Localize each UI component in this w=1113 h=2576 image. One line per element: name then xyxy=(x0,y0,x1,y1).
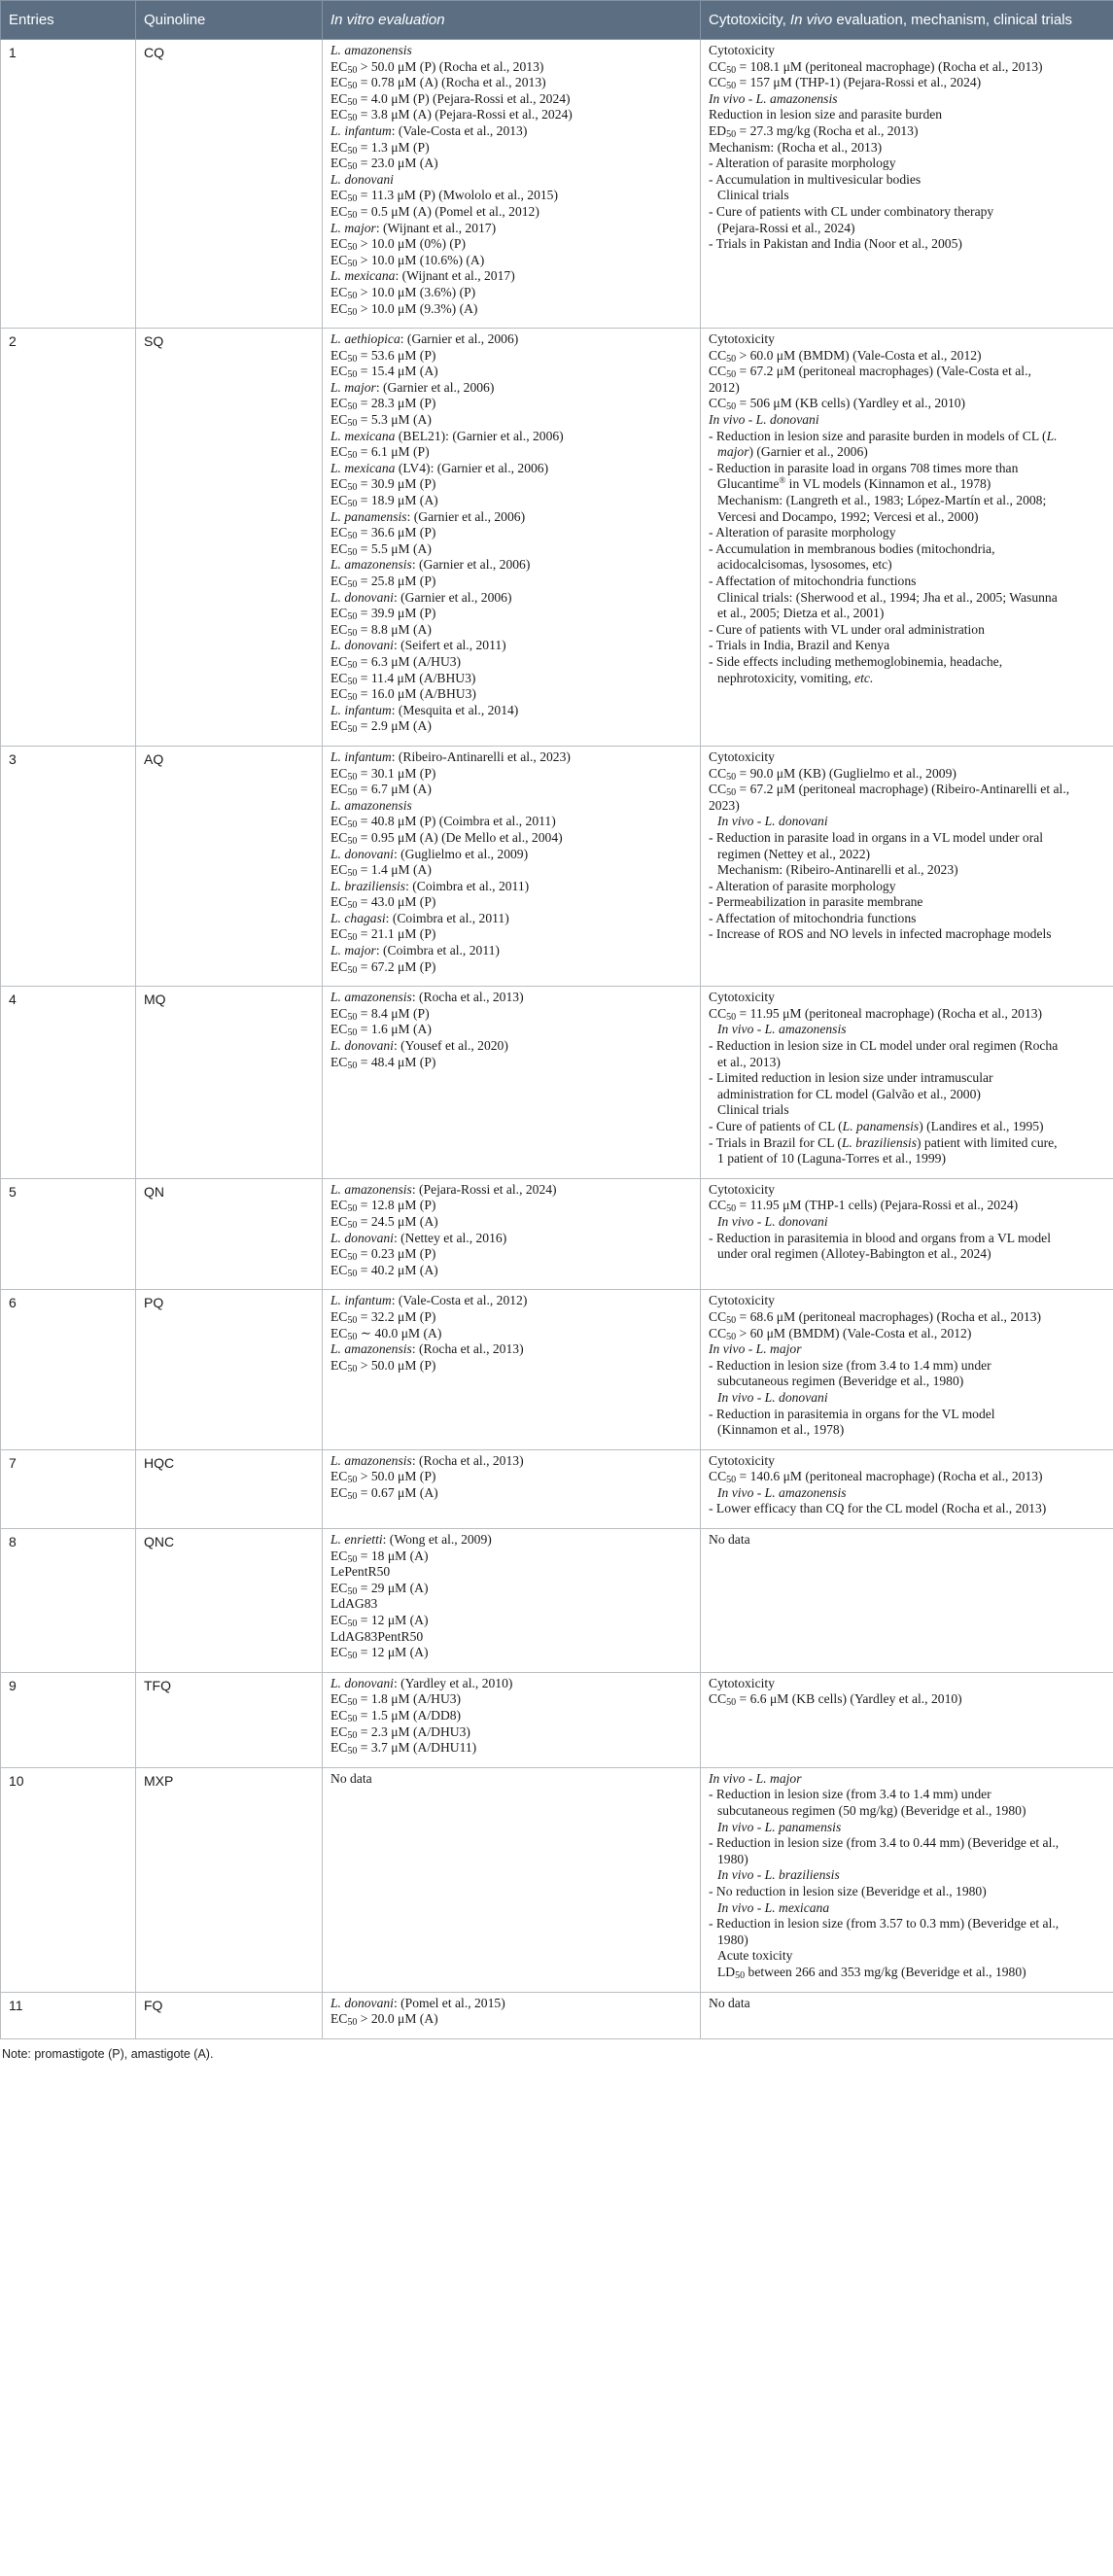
cell-line: Cytotoxicity xyxy=(709,331,775,347)
cell-line: $EC_{50} = 67.2$ μM (P) xyxy=(330,958,436,976)
quinoline-cell: QN xyxy=(136,1178,323,1290)
entry-cell: 5 xyxy=(1,1178,136,1290)
cell-line: $EC_{50} > 50.0$ μM (P) (Rocha et al., 2013) xyxy=(330,58,544,76)
header-cytotoxicity: Cytotoxicity, In vivo evaluation, mechanism, clinical trials xyxy=(701,1,1113,40)
cytotoxicity-cell xyxy=(701,1672,1113,1767)
cell-line: - Alteration of parasite morphology xyxy=(709,878,896,893)
table-row xyxy=(1,1529,1113,1673)
cell-line: In vivo - L. amazonensis xyxy=(709,90,838,106)
cell-line: - Trials in Brazil for CL (L. braziliensis) patient with limited cure, xyxy=(709,1134,1058,1150)
cell-line: regimen (Nettey et al., 2022) xyxy=(717,846,871,861)
cell-line: $EC_{50} = 16.0$ μM (A/BHU3) xyxy=(330,686,476,704)
cell-line: $EC_{50} = 1.3$ μM (P) xyxy=(330,139,430,157)
cell-line: - Cure of patients of CL (L. panamensis) (Landires et al., 1995) xyxy=(709,1119,1044,1133)
cell-line: (Pejara-Rossi et al., 2024) xyxy=(717,220,855,235)
cell-line: $EC_{50} = 23.0$ μM (A) xyxy=(330,156,438,173)
cell-line: L. donovani: (Guglielmo et al., 2009) xyxy=(330,846,529,861)
cytotoxicity-cell xyxy=(701,1767,1113,1992)
cell-line: Cytotoxicity xyxy=(709,1293,775,1308)
cell-line: subcutaneous regimen (Beveridge et al., 1980) xyxy=(717,1374,964,1389)
cell-line: No data xyxy=(709,1532,750,1548)
cell-line: $EC_{50} = 30.9$ μM (P) xyxy=(330,476,436,494)
table-row xyxy=(1,40,1113,329)
quinoline-cell: CQ xyxy=(136,40,323,329)
cell-line: L. major: (Wijnant et al., 2017) xyxy=(330,220,497,235)
table-row xyxy=(1,746,1113,986)
cell-line: $EC_{50} = 18$ μM (A) xyxy=(330,1548,429,1565)
cell-line: Clinical trials xyxy=(717,1102,789,1118)
cell-line: $EC_{50} = 43.0$ μM (P) xyxy=(330,894,436,912)
header-quinoline: Quinoline xyxy=(136,1,323,40)
cell-line: $EC_{50} = 11.3$ μM (P) (Mwololo et al., 2015) xyxy=(330,188,559,205)
table-row xyxy=(1,1449,1113,1528)
cell-line: et al., 2013) xyxy=(717,1054,781,1069)
cell-line: No data xyxy=(709,1995,750,2010)
cell-line: L. amazonensis xyxy=(330,43,412,57)
cell-line: $CC_{50} = 140.6$ μM (peritoneal macrophage) (Rocha et al., 2013) xyxy=(709,1469,1043,1486)
cell-line: under oral regimen (Allotey-Babington et al., 2024) xyxy=(717,1246,991,1262)
quinoline-cell: TFQ xyxy=(136,1672,323,1767)
cell-line: subcutaneous regimen (50 mg/kg) (Beveridge et al., 1980) xyxy=(717,1802,1026,1818)
cytotoxicity-cell xyxy=(701,987,1113,1179)
cell-line: Cytotoxicity xyxy=(709,1452,775,1468)
cell-line: L. infantum: (Vale-Costa et al., 2012) xyxy=(330,1293,528,1308)
cell-line: In vivo - L. major xyxy=(709,1341,802,1357)
cell-line: LdAG83 xyxy=(330,1596,378,1612)
cell-line: $EC_{50} = 40.2$ μM (A) xyxy=(330,1262,438,1279)
cell-line: L. donovani: (Seifert et al., 2011) xyxy=(330,638,506,653)
table-body xyxy=(1,40,1113,2039)
cell-line: - Reduction in lesion size in CL model under oral regimen (Rocha xyxy=(709,1038,1059,1054)
cell-line: L. infantum: (Mesquita et al., 2014) xyxy=(330,702,519,717)
cell-line: $EC_{50} = 5.3$ μM (A) xyxy=(330,412,432,430)
cell-line: $EC_{50} = 53.6$ μM (P) xyxy=(330,347,436,365)
cell-line: - Reduction in lesion size (from 3.4 to 1.4 mm) under xyxy=(709,1787,991,1802)
cell-line: 2023) xyxy=(709,797,740,813)
cell-line: In vivo - L. amazonensis xyxy=(717,1484,847,1500)
in-vitro-cell xyxy=(323,1529,701,1673)
cell-line: - Affectation of mitochondria functions xyxy=(709,910,917,925)
cell-line: L. amazonensis: (Rocha et al., 2013) xyxy=(330,1341,524,1357)
cell-line: L. amazonensis: (Garnier et al., 2006) xyxy=(330,557,531,573)
cell-line: - Reduction in parasite load in organs 708 times more than xyxy=(709,460,1019,475)
entry-cell: 2 xyxy=(1,329,136,747)
cell-line: L. amazonensis: (Rocha et al., 2013) xyxy=(330,1452,524,1468)
cell-line: - Trials in Pakistan and India (Noor et al., 2005) xyxy=(709,236,962,252)
cell-line: $EC_{50} = 0.23$ μM (P) xyxy=(330,1246,436,1264)
cell-line: L. infantum: (Vale-Costa et al., 2013) xyxy=(330,122,528,138)
cell-line: L. donovani: (Garnier et al., 2006) xyxy=(330,589,512,605)
cell-line: $EC_{50} = 5.5$ μM (A) xyxy=(330,540,432,558)
cell-line: In vivo - L. donovani xyxy=(717,1389,828,1405)
cell-line: $EC_{50} = 0.5$ μM (A) (Pomel et al., 2012) xyxy=(330,203,539,221)
cell-line: L. amazonensis: (Rocha et al., 2013) xyxy=(330,990,524,1005)
cell-line: Cytotoxicity xyxy=(709,1675,775,1690)
cell-line: $LD_{50}$ between 266 and 353 mg/kg (Beveridge et al., 1980) xyxy=(717,1964,1026,1981)
cell-line: L. infantum: (Ribeiro-Antinarelli et al., 2023) xyxy=(330,748,571,764)
cell-line: major) (Garnier et al., 2006) xyxy=(717,444,868,460)
cell-line: L. major: (Garnier et al., 2006) xyxy=(330,379,495,395)
cytotoxicity-cell xyxy=(701,1529,1113,1673)
cell-line: et al., 2005; Dietza et al., 2001) xyxy=(717,606,885,621)
cell-line: $EC_{50} = 18.9$ μM (A) xyxy=(330,493,438,510)
cell-line: $CC_{50} = 67.2$ μM (peritoneal macrophages) (Vale-Costa et al., xyxy=(709,364,1031,381)
cell-line: $CC_{50} = 108.1$ μM (peritoneal macrophage) (Rocha et al., 2013) xyxy=(709,58,1043,76)
entry-cell: 11 xyxy=(1,1992,136,2038)
cell-line: Cytotoxicity xyxy=(709,1181,775,1197)
cell-line: 1 patient of 10 (Laguna-Torres et al., 1999) xyxy=(717,1151,946,1166)
cell-line: $EC_{50} > 10.0$ μM (10.6%) (A) xyxy=(330,252,485,269)
cell-line: In vivo - L. amazonensis xyxy=(717,1022,847,1037)
cell-line: - Limited reduction in lesion size under intramuscular xyxy=(709,1070,993,1086)
cell-line: L. panamensis: (Garnier et al., 2006) xyxy=(330,508,526,524)
cell-line: - Alteration of parasite morphology xyxy=(709,525,896,540)
in-vitro-cell xyxy=(323,329,701,747)
cell-line: L. major: (Coimbra et al., 2011) xyxy=(330,943,500,958)
cell-line: - Reduction in lesion size (from 3.4 to 1.4 mm) under xyxy=(709,1357,991,1373)
table-row xyxy=(1,1992,1113,2038)
cell-line: $EC_{50} = 0.95$ μM (A) (De Mello et al., 2004) xyxy=(330,829,563,847)
table-row xyxy=(1,329,1113,747)
cell-line: - Reduction in lesion size and parasite burden in models of CL (L. xyxy=(709,428,1058,443)
cell-line: (Kinnamon et al., 1978) xyxy=(717,1422,845,1438)
cell-line: $CC_{50} = 11.95$ μM (THP-1 cells) (Pejara-Rossi et al., 2024) xyxy=(709,1198,1019,1215)
cell-line: acidocalcisomas, lysosomes, etc) xyxy=(717,557,892,573)
cell-line: - Side effects including methemoglobinemia, headache, xyxy=(709,653,1003,669)
table-row xyxy=(1,987,1113,1179)
cell-line: - Reduction in parasite load in organs in a VL model under oral xyxy=(709,829,1044,845)
table-row xyxy=(1,1672,1113,1767)
cell-line: $EC_{50} = 2.3$ μM (A/DHU3) xyxy=(330,1723,470,1741)
cell-line: $EC_{50} > 50.0$ μM (P) xyxy=(330,1469,436,1486)
cell-line: L. donovani: (Yardley et al., 2010) xyxy=(330,1675,513,1690)
quinoline-cell: MXP xyxy=(136,1767,323,1992)
cell-line: $EC_{50} = 8.8$ μM (A) xyxy=(330,621,432,639)
cell-line: - Alteration of parasite morphology xyxy=(709,156,896,171)
cell-line: $EC_{50} = 12$ μM (A) xyxy=(330,1645,429,1662)
in-vitro-cell xyxy=(323,40,701,329)
cell-line: $EC_{50} = 6.3$ μM (A/HU3) xyxy=(330,653,462,671)
in-vitro-cell xyxy=(323,1449,701,1528)
cell-line: - Affectation of mitochondria functions xyxy=(709,574,917,588)
cell-line: $EC_{50} = 40.8$ μM (P) (Coimbra et al., 2011) xyxy=(330,814,556,831)
cell-line: Mechanism: (Rocha et al., 2013) xyxy=(709,139,883,155)
cell-line: $CC_{50} = 6.6$ μM (KB cells) (Yardley et al., 2010) xyxy=(709,1691,962,1709)
cell-line: L. amazonensis: (Pejara-Rossi et al., 2024) xyxy=(330,1181,557,1197)
quinoline-cell: AQ xyxy=(136,746,323,986)
quinoline-cell: PQ xyxy=(136,1290,323,1449)
cell-line: L. braziliensis: (Coimbra et al., 2011) xyxy=(330,878,530,893)
entry-cell: 1 xyxy=(1,40,136,329)
cell-line: L. amazonensis xyxy=(330,797,412,813)
cell-line: $EC_{50} = 1.6$ μM (A) xyxy=(330,1022,432,1039)
cytotoxicity-cell xyxy=(701,40,1113,329)
cell-line: In vivo - L. donovani xyxy=(717,1213,828,1229)
in-vitro-cell xyxy=(323,1672,701,1767)
in-vitro-cell xyxy=(323,1290,701,1449)
cell-line: In vivo - L. donovani xyxy=(717,814,828,829)
cell-line: 1980) xyxy=(717,1851,748,1866)
cytotoxicity-cell xyxy=(701,329,1113,747)
cell-line: $EC_{50} > 20.0$ μM (A) xyxy=(330,2011,438,2029)
cell-line: 2012) xyxy=(709,379,740,395)
cytotoxicity-cell xyxy=(701,1992,1113,2038)
quinoline-cell: FQ xyxy=(136,1992,323,2038)
cytotoxicity-cell xyxy=(701,746,1113,986)
entry-cell: 9 xyxy=(1,1672,136,1767)
cell-line: nephrotoxicity, vomiting, etc. xyxy=(717,670,874,685)
cell-line: L. mexicana: (Wijnant et al., 2017) xyxy=(330,268,515,284)
table-row xyxy=(1,1178,1113,1290)
cell-line: $EC_{50} = 36.6$ μM (P) xyxy=(330,525,436,542)
cell-line: LePentR50 xyxy=(330,1564,391,1580)
cell-line: Vercesi and Docampo, 1992; Vercesi et al., 2000) xyxy=(717,508,979,524)
cell-line: In vivo - L. mexicana xyxy=(717,1899,830,1915)
cell-line: $EC_{50} = 15.4$ μM (A) xyxy=(330,364,438,381)
in-vitro-cell xyxy=(323,1767,701,1992)
cell-line: - Reduction in parasitemia in blood and organs from a VL model xyxy=(709,1230,1051,1245)
cell-line: L. donovani: (Nettey et al., 2016) xyxy=(330,1230,507,1245)
quinoline-cell: HQC xyxy=(136,1449,323,1528)
cell-line: $EC_{50} = 3.8$ μM (A) (Pejara-Rossi et al., 2024) xyxy=(330,107,573,124)
cell-line: $EC_{50} > 10.0$ μM (0%) (P) xyxy=(330,236,466,254)
cell-line: $CC_{50} = 68.6$ μM (peritoneal macrophages) (Rocha et al., 2013) xyxy=(709,1308,1042,1326)
cell-line: $EC_{50} = 12.8$ μM (P) xyxy=(330,1198,436,1215)
cell-line: Cytotoxicity xyxy=(709,748,775,764)
table-row xyxy=(1,1290,1113,1449)
cell-line: L. chagasi: (Coimbra et al., 2011) xyxy=(330,910,509,925)
cell-line: $EC_{50}$ ∼ 40.0 μM (A) xyxy=(330,1325,442,1342)
cell-line: $EC_{50} = 1.5$ μM (A/DD8) xyxy=(330,1708,462,1724)
cell-line: Glucantime® in VL models (Kinnamon et al., 1978) xyxy=(717,475,991,492)
table-row xyxy=(1,1767,1113,1992)
cell-line: - Accumulation in membranous bodies (mitochondria, xyxy=(709,540,995,556)
cell-line: $EC_{50} = 29$ μM (A) xyxy=(330,1580,429,1597)
cell-line: $EC_{50} = 6.1$ μM (P) xyxy=(330,444,430,462)
header-row xyxy=(1,1,1113,40)
cell-line: $EC_{50} = 0.78$ μM (A) (Rocha et al., 2013) xyxy=(330,75,546,92)
cell-line: Mechanism: (Ribeiro-Antinarelli et al., 2023) xyxy=(717,862,958,878)
cell-line: L. donovani: (Pomel et al., 2015) xyxy=(330,1995,505,2010)
cell-line: - Permeabilization in parasite membrane xyxy=(709,894,923,910)
cell-line: In vivo - L. donovani xyxy=(709,412,819,428)
cell-line: Clinical trials: (Sherwood et al., 1994; Jha et al., 2005; Wasunna xyxy=(717,589,1058,605)
cell-line: L. mexicana (LV4): (Garnier et al., 2006) xyxy=(330,460,549,475)
cell-line: $EC_{50} = 24.5$ μM (A) xyxy=(330,1213,438,1231)
table-note: Note: promastigote (P), amastigote (A). xyxy=(2,2046,214,2061)
cell-line: $EC_{50} = 6.7$ μM (A) xyxy=(330,782,432,799)
cell-line: $EC_{50} = 8.4$ μM (P) xyxy=(330,1005,430,1023)
cell-line: $EC_{50} = 25.8$ μM (P) xyxy=(330,574,436,590)
cell-line: - Lower efficacy than CQ for the CL model (Rocha et al., 2013) xyxy=(709,1501,1047,1516)
cell-line: $CC_{50} = 157$ μM (THP-1) (Pejara-Rossi et al., 2024) xyxy=(709,75,982,92)
cell-line: L. mexicana (BEL21): (Garnier et al., 2006) xyxy=(330,428,564,443)
cytotoxicity-cell xyxy=(701,1178,1113,1290)
cell-line: $EC_{50} = 30.1$ μM (P) xyxy=(330,765,436,783)
cell-line: $ED_{50} = 27.3$ mg/kg (Rocha et al., 2013) xyxy=(709,122,919,140)
cell-line: $EC_{50} > 50.0$ μM (P) xyxy=(330,1357,436,1375)
cell-line: In vivo - L. panamensis xyxy=(717,1819,842,1834)
cell-line: $EC_{50} = 1.4$ μM (A) xyxy=(330,862,432,880)
cell-line: $CC_{50} > 60.0$ μM (BMDM) (Vale-Costa et al., 2012) xyxy=(709,347,982,365)
header-entries: Entries xyxy=(1,1,136,40)
cell-line: $EC_{50} > 10.0$ μM (3.6%) (P) xyxy=(330,284,476,301)
cell-line: - Reduction in parasitemia in organs for the VL model xyxy=(709,1406,995,1421)
cell-line: Mechanism: (Langreth et al., 1983; López-Martín et al., 2008; xyxy=(717,493,1047,508)
cell-line: $CC_{50} > 60$ μM (BMDM) (Vale-Costa et al., 2012) xyxy=(709,1325,972,1342)
cell-line: $CC_{50} = 11.95$ μM (peritoneal macrophage) (Rocha et al., 2013) xyxy=(709,1005,1043,1023)
cell-line: Cytotoxicity xyxy=(709,43,775,57)
cell-line: L. aethiopica: (Garnier et al., 2006) xyxy=(330,331,519,347)
cell-line: In vivo - L. braziliensis xyxy=(717,1867,840,1883)
cell-line: $EC_{50} = 4.0$ μM (P) (Pejara-Rossi et al., 2024) xyxy=(330,90,571,108)
cell-line: 1980) xyxy=(717,1932,748,1947)
cell-line: $EC_{50} = 32.2$ μM (P) xyxy=(330,1308,436,1326)
cell-line: $EC_{50} = 28.3$ μM (P) xyxy=(330,396,436,413)
cell-line: $EC_{50} > 10.0$ μM (9.3%) (A) xyxy=(330,300,478,318)
cell-line: L. enrietti: (Wong et al., 2009) xyxy=(330,1532,492,1548)
cell-line: - Cure of patients with VL under oral administration xyxy=(709,621,985,637)
header-in-vitro-text: In vitro evaluation xyxy=(330,12,445,28)
cell-line: - Reduction in lesion size (from 3.4 to 0.44 mm) (Beveridge et al., xyxy=(709,1835,1060,1851)
cell-line: $EC_{50} = 2.9$ μM (A) xyxy=(330,718,432,736)
in-vitro-cell xyxy=(323,1992,701,2038)
cell-line: Clinical trials xyxy=(717,188,789,203)
cell-line: - Trials in India, Brazil and Kenya xyxy=(709,638,890,653)
cell-line: Acute toxicity xyxy=(717,1948,793,1964)
cell-line: $CC_{50} = 90.0$ μM (KB) (Guglielmo et al., 2009) xyxy=(709,765,956,783)
cell-line: - Accumulation in multivesicular bodies xyxy=(709,171,922,187)
cell-line: $EC_{50} = 39.9$ μM (P) xyxy=(330,606,436,623)
in-vitro-cell xyxy=(323,746,701,986)
cell-line: $CC_{50} = 67.2$ μM (peritoneal macrophage) (Ribeiro-Antinarelli et al., xyxy=(709,782,1070,799)
cell-line: Reduction in lesion size and parasite burden xyxy=(709,107,943,122)
quinoline-cell: MQ xyxy=(136,987,323,1179)
cell-line: $EC_{50} = 12$ μM (A) xyxy=(330,1613,429,1630)
cell-line: - Reduction in lesion size (from 3.57 to 0.3 mm) (Beveridge et al., xyxy=(709,1916,1060,1932)
cell-line: Cytotoxicity xyxy=(709,990,775,1005)
quinoline-cell: SQ xyxy=(136,329,323,747)
entry-cell: 4 xyxy=(1,987,136,1179)
cell-line: No data xyxy=(330,1770,372,1786)
cell-line: $EC_{50} = 1.8$ μM (A/HU3) xyxy=(330,1691,462,1709)
cell-line: L. donovani: (Yousef et al., 2020) xyxy=(330,1038,508,1054)
cell-line: - Increase of ROS and NO levels in infected macrophage models xyxy=(709,926,1052,942)
quinoline-cell: QNC xyxy=(136,1529,323,1673)
cell-line: $EC_{50} = 48.4$ μM (P) xyxy=(330,1054,436,1071)
entry-cell: 7 xyxy=(1,1449,136,1528)
cell-line: In vivo - L. major xyxy=(709,1770,802,1786)
cell-line: $EC_{50} = 21.1$ μM (P) xyxy=(330,926,436,944)
cell-line: $CC_{50} = 506$ μM (KB cells) (Yardley et al., 2010) xyxy=(709,396,966,413)
entry-cell: 6 xyxy=(1,1290,136,1449)
header-in-vitro xyxy=(323,1,701,40)
cytotoxicity-cell xyxy=(701,1449,1113,1528)
cell-line: $EC_{50} = 3.7$ μM (A/DHU11) xyxy=(330,1740,477,1758)
entry-cell: 8 xyxy=(1,1529,136,1673)
cell-line: - Cure of patients with CL under combinatory therapy xyxy=(709,203,994,219)
cell-line: L. donovani xyxy=(330,171,394,187)
in-vitro-cell xyxy=(323,1178,701,1290)
cell-line: $EC_{50} = 0.67$ μM (A) xyxy=(330,1484,438,1502)
cell-line: administration for CL model (Galvão et al., 2000) xyxy=(717,1086,981,1101)
entry-cell: 10 xyxy=(1,1767,136,1992)
in-vitro-cell xyxy=(323,987,701,1179)
cell-line: $EC_{50} = 11.4$ μM (A/BHU3) xyxy=(330,670,476,687)
entry-cell: 3 xyxy=(1,746,136,986)
cell-line: LdAG83PentR50 xyxy=(330,1628,424,1644)
cytotoxicity-cell xyxy=(701,1290,1113,1449)
cell-line: - No reduction in lesion size (Beveridge et al., 1980) xyxy=(709,1883,987,1898)
